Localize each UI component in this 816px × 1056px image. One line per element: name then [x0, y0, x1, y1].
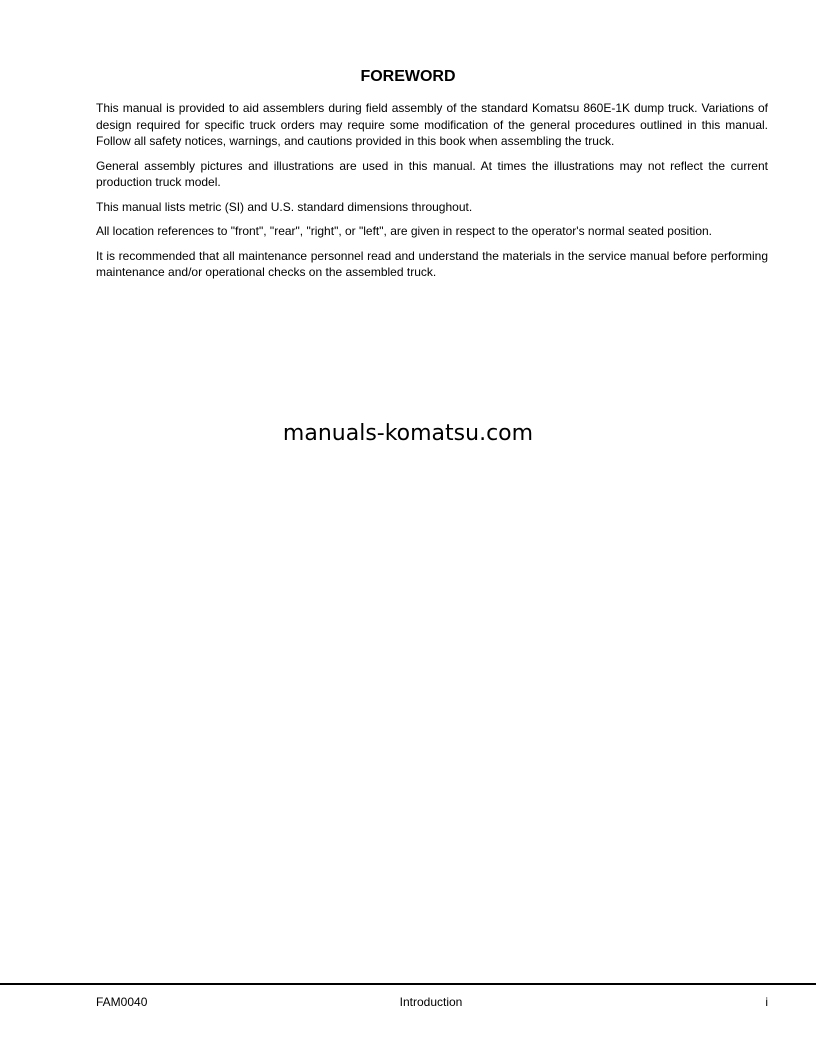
paragraph-purpose: This manual is provided to aid assemblers during field assembly of the standard Komatsu 860E-1K dump truck. Variations of design required for specific truck orders may require some modification of the general procedures outlined in this manual. Follow all safety notices, warnings, and cautions provided in this book when assembling the truck.	[96, 101, 768, 148]
page-footer	[0, 994, 816, 1010]
paragraph-units: This manual lists metric (SI) and U.S. standard dimensions throughout.	[96, 199, 473, 214]
footer-section: Introduction	[399, 995, 463, 1009]
footer-page-number: i	[765, 995, 768, 1009]
paragraph-location-references: All location references to "front", "rear", "right", or "left", are given in respect to the operator's normal seated position.	[96, 224, 713, 238]
foreword-body	[96, 100, 768, 289]
paragraph-illustrations: General assembly pictures and illustrations are used in this manual. At times the illustrations may not reflect the current production truck model.	[96, 158, 768, 189]
paragraph-recommendation: It is recommended that all maintenance personnel read and understand the materials in the service manual before performing maintenance and/or operational checks on the assembled truck.	[96, 248, 768, 279]
watermark-text: manuals-komatsu.com	[282, 421, 534, 446]
footer-divider	[0, 983, 816, 985]
footer-doc-code: FAM0040	[96, 995, 148, 1009]
page-title: FOREWORD	[360, 68, 456, 85]
